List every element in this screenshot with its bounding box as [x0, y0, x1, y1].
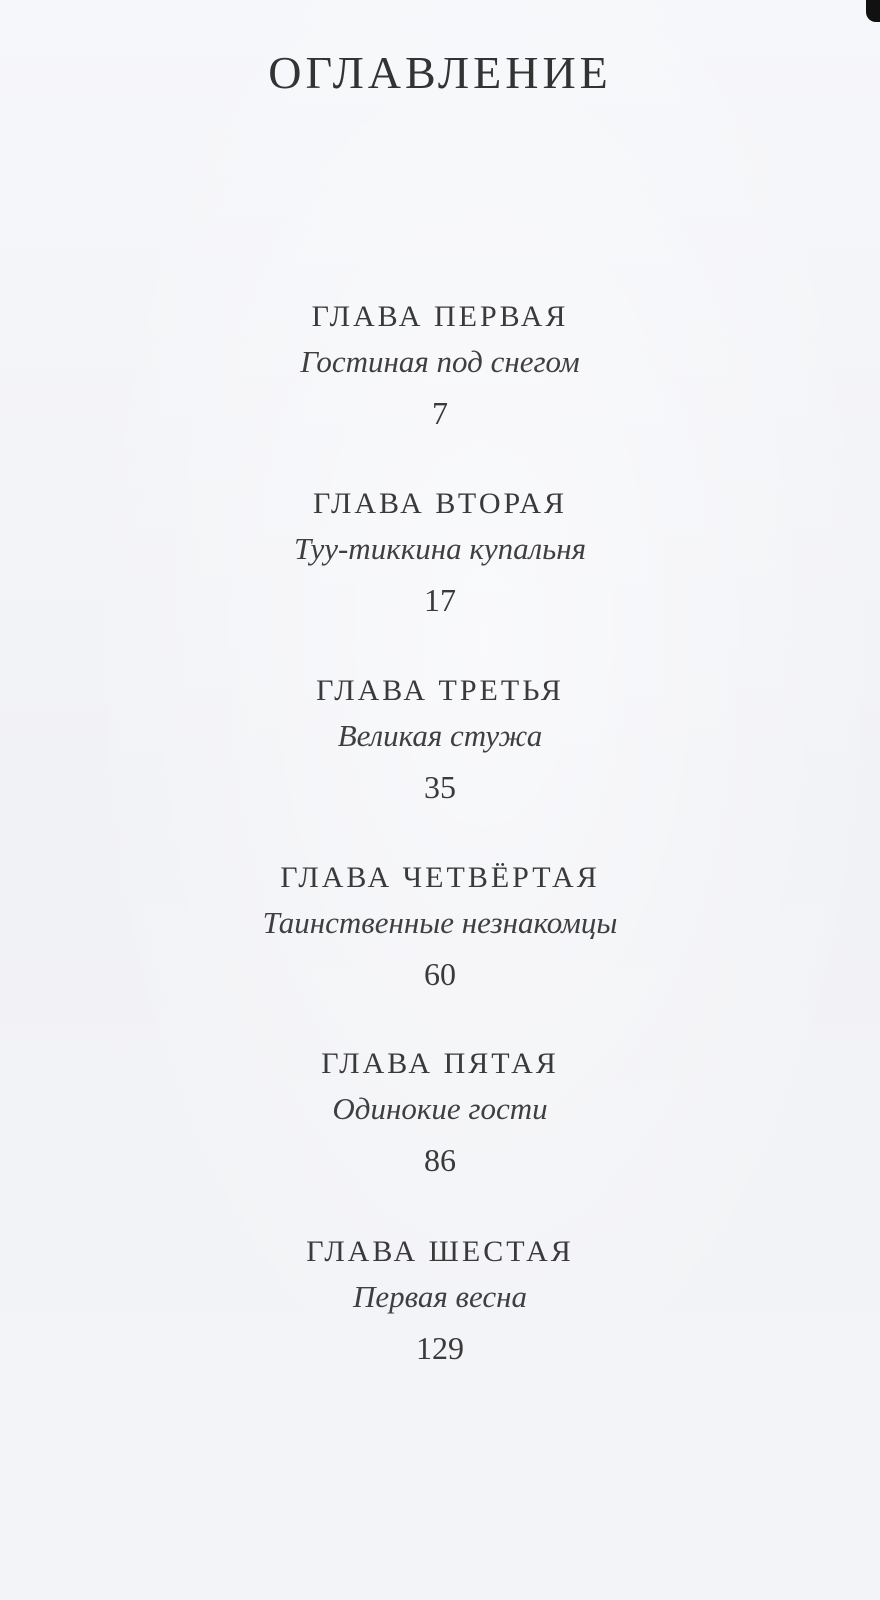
chapter-title: Туу-тиккина купальня — [293, 531, 587, 566]
chapter-label: ГЛАВА ЧЕТВЁРТАЯ — [280, 861, 600, 894]
chapter-page-number: 86 — [424, 1142, 456, 1178]
toc-entry — [0, 857, 880, 997]
chapter-page-number: 7 — [432, 395, 448, 431]
chapter-label: ГЛАВА ПЕРВАЯ — [311, 300, 569, 333]
chapter-label: ГЛАВА ШЕСТАЯ — [306, 1235, 574, 1268]
chapter-page-number: 129 — [416, 1330, 464, 1366]
chapter-title: Одинокие гости — [332, 1091, 548, 1126]
chapter-title: Гостиная под снегом — [300, 344, 580, 379]
chapter-title: Первая весна — [353, 1279, 527, 1314]
toc-entry — [0, 483, 880, 623]
chapter-page-number: 17 — [424, 582, 456, 618]
chapter-page-number: 35 — [424, 769, 456, 805]
toc-entry — [0, 670, 880, 810]
toc-entry — [0, 1231, 880, 1371]
chapter-title: Таинственные незнакомцы — [262, 905, 618, 940]
chapter-label: ГЛАВА ТРЕТЬЯ — [316, 674, 564, 707]
toc-entry — [0, 296, 880, 436]
chapter-label: ГЛАВА ПЯТАЯ — [321, 1047, 559, 1080]
chapter-page-number: 60 — [424, 956, 456, 992]
page-title: ОГЛАВЛЕНИЕ — [268, 47, 612, 98]
page-corner-shadow — [866, 0, 880, 22]
toc-entry — [0, 1043, 880, 1183]
chapter-title: Великая стужа — [337, 718, 543, 753]
chapter-label: ГЛАВА ВТОРАЯ — [312, 487, 568, 520]
